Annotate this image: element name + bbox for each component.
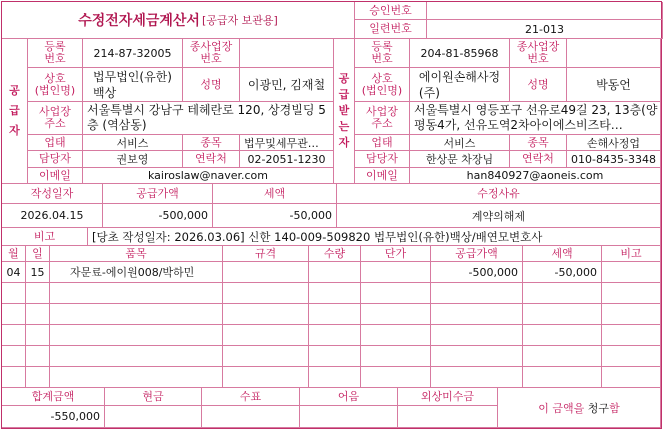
supply-value: -500,000 — [103, 204, 213, 228]
tax-invoice — [1, 1, 662, 429]
col-month: 월 — [2, 246, 26, 262]
item-cell-qty — [309, 325, 361, 346]
buyer-branch-no — [567, 39, 661, 68]
date-label: 작성일자 — [2, 184, 103, 204]
supplier-email-label: 이메일 — [28, 168, 83, 184]
col-spec: 규격 — [223, 246, 309, 262]
item-cell-spec — [223, 262, 309, 283]
buyer-name-label: 상호 (법인명) — [355, 68, 410, 102]
item-cell-supply: -500,000 — [431, 262, 523, 283]
claim-word: 청구 — [587, 401, 610, 415]
claim-prefix: 이 금액을 — [538, 401, 585, 415]
total-value: -550,000 — [2, 406, 105, 428]
buyer-branch-label: 종사업장 번호 — [510, 39, 567, 68]
item-cell-note — [602, 367, 661, 388]
supplier-addr: 서울특별시 강남구 테헤란로 120, 상경빌딩 5층 (역삼동) — [83, 102, 334, 135]
supplier-name: 법무법인(유한) 백상 — [83, 68, 183, 102]
supplier-biz-item: 법무및세무관… — [240, 135, 334, 151]
note-value: [당초 작성일자: 2026.03.06] 신한 140-009-509820 법무법인(유한)백상/배연모변호사 — [88, 228, 661, 246]
item-cell-day — [26, 367, 50, 388]
item-cell-item — [50, 325, 223, 346]
supplier-branch-label: 종사업장 번호 — [183, 39, 240, 68]
buyer-contact-label: 연락처 — [510, 151, 567, 168]
supplier-manager: 권보영 — [83, 151, 183, 168]
item-cell-day — [26, 325, 50, 346]
supply-label: 공급가액 — [103, 184, 213, 204]
item-cell-spec — [223, 346, 309, 367]
col-note: 비고 — [602, 246, 661, 262]
item-cell-spec — [223, 325, 309, 346]
credit-label: 외상미수금 — [398, 388, 498, 406]
buyer-manager: 한상문 차장님 — [410, 151, 510, 168]
buyer-biz-type-label: 업태 — [355, 135, 410, 151]
serial-no: 21-013 — [427, 20, 663, 39]
item-cell-unit-price — [361, 262, 431, 283]
item-cell-day — [26, 304, 50, 325]
item-cell-month — [2, 325, 26, 346]
item-cell-spec — [223, 304, 309, 325]
check-value — [202, 406, 300, 428]
buyer-side-char: 공 — [338, 72, 350, 85]
item-cell-qty — [309, 346, 361, 367]
cash-label: 현금 — [105, 388, 202, 406]
supplier-side-label — [2, 39, 28, 184]
item-cell-note — [602, 262, 661, 283]
supplier-manager-label: 담당자 — [28, 151, 83, 168]
supplier-reg-label: 등록 번호 — [28, 39, 83, 68]
buyer-contact: 010-8435-3348 — [567, 151, 661, 168]
item-cell-month — [2, 367, 26, 388]
item-cell-tax — [523, 325, 602, 346]
approval-label: 승인번호 — [355, 2, 427, 20]
supplier-biz-type-label: 업태 — [28, 135, 83, 151]
bill-label: 어음 — [300, 388, 398, 406]
credit-value — [398, 406, 498, 428]
col-day: 일 — [26, 246, 50, 262]
item-cell-item — [50, 304, 223, 325]
approval-no — [427, 2, 663, 20]
claim-statement — [498, 388, 661, 428]
buyer-email-label: 이메일 — [355, 168, 410, 184]
date-value: 2026.04.15 — [2, 204, 103, 228]
item-cell-supply — [431, 346, 523, 367]
item-cell-unit-price — [361, 283, 431, 304]
col-item: 품목 — [50, 246, 223, 262]
buyer-side-char: 는 — [338, 120, 350, 133]
item-cell-tax — [523, 367, 602, 388]
buyer-biz-item-label: 종목 — [510, 135, 567, 151]
item-cell-supply — [431, 283, 523, 304]
buyer-side-char: 받 — [338, 104, 350, 117]
supplier-biz-type: 서비스 — [83, 135, 183, 151]
bill-value — [300, 406, 398, 428]
item-cell-supply — [431, 367, 523, 388]
supplier-addr-label: 사업장 주소 — [28, 102, 83, 135]
reason-label: 수정사유 — [337, 184, 661, 204]
buyer-ceo-label: 성명 — [510, 68, 567, 102]
buyer-addr: 서울특별시 영등포구 선유로49길 23, 13층(양평동4가, 선유도역2차아이에스비즈타… — [410, 102, 661, 135]
buyer-reg-label: 등록 번호 — [355, 39, 410, 68]
item-cell-unit-price — [361, 367, 431, 388]
buyer-biz-type: 서비스 — [410, 135, 510, 151]
buyer-email: han840927@aoneis.com — [410, 168, 661, 184]
item-cell-qty — [309, 367, 361, 388]
item-cell-month — [2, 283, 26, 304]
title-text: 수정전자세금계산서 — [78, 13, 200, 29]
item-cell-month: 04 — [2, 262, 26, 283]
item-cell-note — [602, 283, 661, 304]
supplier-side-char: 급 — [9, 104, 20, 117]
buyer-name: 에이원손해사정 (주) — [410, 68, 510, 102]
supplier-ceo: 이광민, 김재철 — [240, 68, 334, 102]
item-cell-tax — [523, 346, 602, 367]
claim-suffix: 함 — [609, 401, 620, 415]
col-unit-price: 단가 — [361, 246, 431, 262]
item-cell-qty — [309, 262, 361, 283]
buyer-reg-no: 204-81-85968 — [410, 39, 510, 68]
buyer-manager-label: 담당자 — [355, 151, 410, 168]
item-cell-note — [602, 304, 661, 325]
item-cell-day — [26, 346, 50, 367]
tax-value: -50,000 — [213, 204, 337, 228]
buyer-addr-label: 사업장 주소 — [355, 102, 410, 135]
supplier-contact: 02-2051-1230 — [240, 151, 334, 168]
col-tax: 세액 — [523, 246, 602, 262]
item-cell-item: 자문료-에이원008/박하민 — [50, 262, 223, 283]
supplier-reg-no: 214-87-32005 — [83, 39, 183, 68]
item-cell-qty — [309, 304, 361, 325]
cash-value — [105, 406, 202, 428]
buyer-side-char: 자 — [338, 136, 350, 149]
item-cell-spec — [223, 367, 309, 388]
item-cell-month — [2, 346, 26, 367]
item-cell-day: 15 — [26, 262, 50, 283]
reason-value: 계약의해제 — [337, 204, 661, 228]
supplier-email: kairoslaw@naver.com — [83, 168, 334, 184]
buyer-biz-item: 손해사정업 — [567, 135, 661, 151]
item-cell-supply — [431, 304, 523, 325]
item-cell-unit-price — [361, 304, 431, 325]
buyer-ceo: 박동언 — [567, 68, 661, 102]
tax-label: 세액 — [213, 184, 337, 204]
title-sub: [공급자 보관용] — [201, 14, 278, 27]
item-cell-day — [26, 283, 50, 304]
item-cell-item — [50, 367, 223, 388]
item-cell-item — [50, 346, 223, 367]
item-cell-note — [602, 325, 661, 346]
note-label: 비고 — [2, 228, 88, 246]
supplier-contact-label: 연락처 — [183, 151, 240, 168]
buyer-side-char: 급 — [338, 88, 350, 101]
item-cell-tax — [523, 283, 602, 304]
supplier-branch-no — [240, 39, 334, 68]
supplier-biz-item-label: 종목 — [183, 135, 240, 151]
item-cell-unit-price — [361, 346, 431, 367]
invoice-title — [2, 2, 355, 39]
item-cell-item — [50, 283, 223, 304]
item-cell-tax — [523, 304, 602, 325]
item-cell-unit-price — [361, 325, 431, 346]
item-cell-tax: -50,000 — [523, 262, 602, 283]
item-cell-month — [2, 304, 26, 325]
item-cell-note — [602, 346, 661, 367]
col-qty: 수량 — [309, 246, 361, 262]
supplier-ceo-label: 성명 — [183, 68, 240, 102]
item-cell-qty — [309, 283, 361, 304]
col-supply: 공급가액 — [431, 246, 523, 262]
supplier-side-char: 자 — [9, 124, 20, 137]
supplier-name-label: 상호 (법인명) — [28, 68, 83, 102]
total-label: 합계금액 — [2, 388, 105, 406]
supplier-side-char: 공 — [9, 84, 20, 97]
item-cell-supply — [431, 325, 523, 346]
buyer-side-label — [334, 39, 355, 184]
check-label: 수표 — [202, 388, 300, 406]
serial-label: 일련번호 — [355, 20, 427, 39]
item-cell-spec — [223, 283, 309, 304]
